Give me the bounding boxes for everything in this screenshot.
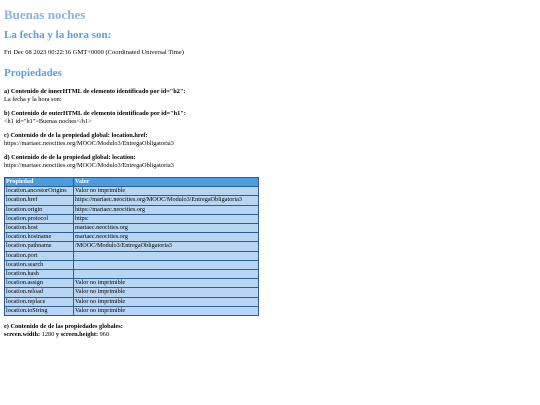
property-name-cell: location.assign (5, 279, 74, 288)
property-value-cell: Valor no imprimible (74, 297, 259, 306)
screen-height-value: 960 (99, 331, 110, 339)
property-name-cell: location.hostname (5, 233, 74, 242)
table-row (5, 187, 259, 196)
table-row (5, 205, 259, 214)
property-value-cell: /MOOC/Modulo3/EntregaObligatoria3 (74, 242, 259, 251)
property-value-cell: mariaec.neocities.org (74, 224, 259, 233)
section-e (4, 323, 123, 340)
table-row (5, 196, 259, 205)
property-value-cell: Valor no imprimible (74, 279, 259, 288)
section-a (4, 88, 186, 105)
header-propiedad: Propiedad (5, 178, 74, 187)
section-c (4, 132, 174, 149)
property-name-cell: location.host (5, 224, 74, 233)
property-name-cell: location.reload (5, 288, 74, 297)
property-name-cell: location.search (5, 260, 74, 269)
section-b-value: <h1 id="h1">Buenas noches</h1> (4, 118, 92, 126)
section-c-value: https://mariaec.neocities.org/MOOC/Modulo3/EntregaObligatoria3 (4, 140, 174, 148)
section-a-label: a) Contenido de innerHTML de elemento identificado por id="h2": (4, 88, 186, 95)
table-row (5, 214, 259, 223)
table-row (5, 251, 259, 260)
properties-heading: Propiedades (4, 67, 62, 79)
properties-table-body (5, 187, 259, 316)
property-value-cell: Valor no imprimible (74, 306, 259, 315)
table-row (5, 288, 259, 297)
property-name-cell: location.hash (5, 270, 74, 279)
table-row (5, 260, 259, 269)
section-c-label: c) Contenido de de la propiedad global: location.href: (4, 132, 148, 139)
property-name-cell: location.replace (5, 297, 74, 306)
property-value-cell (74, 260, 259, 269)
property-name-cell: location.port (5, 251, 74, 260)
property-value-cell (74, 270, 259, 279)
property-value-cell: Valor no imprimible (74, 288, 259, 297)
section-d-label: d) Contenido de de la propiedad global: location: (4, 154, 136, 161)
table-row (5, 279, 259, 288)
property-name-cell: location.pathname (5, 242, 74, 251)
and-word: y (55, 331, 59, 339)
property-value-cell (74, 251, 259, 260)
screen-height-label: screen.height: (60, 331, 99, 339)
table-row (5, 224, 259, 233)
datetime-text: Fri Dec 08 2023 00:22:16 GMT+0000 (Coordinated Universal Time) (4, 49, 184, 56)
property-name-cell: location.href (5, 196, 74, 205)
property-name-cell: location.protocol (5, 214, 74, 223)
screen-width-value: 1280 (41, 331, 55, 339)
property-name-cell: location.ancestorOrigins (5, 187, 74, 196)
property-value-cell: Valor no imprimible (74, 187, 259, 196)
table-row (5, 233, 259, 242)
page-title: Buenas noches (4, 7, 86, 22)
date-heading: La fecha y la hora son: (4, 29, 112, 41)
table-row (5, 306, 259, 315)
property-name-cell: location.origin (5, 205, 74, 214)
property-value-cell: https: (74, 214, 259, 223)
table-row (5, 297, 259, 306)
property-value-cell: https://mariaec.neocities.org (74, 205, 259, 214)
section-d-value: https://mariaec.neocities.org/MOOC/Modulo3/EntregaObligatoria3 (4, 162, 174, 170)
section-a-value: La fecha y la hora son: (4, 96, 62, 104)
section-b (4, 110, 186, 127)
properties-table (4, 177, 259, 316)
section-e-label: e) Contenido de de las propiedades globales: (4, 323, 123, 330)
table-header-row (5, 178, 259, 187)
header-valor: Valor (74, 178, 259, 187)
table-row (5, 270, 259, 279)
screen-width-label: screen.width: (4, 331, 41, 339)
table-row (5, 242, 259, 251)
section-d (4, 154, 174, 171)
property-value-cell: https://mariaec.neocities.org/MOOC/Modulo3/EntregaObligatoria3 (74, 196, 259, 205)
property-name-cell: location.toString (5, 306, 74, 315)
property-value-cell: mariaec.neocities.org (74, 233, 259, 242)
section-b-label: b) Contenido de outerHTML de elemento identificado por id="h1": (4, 110, 186, 117)
